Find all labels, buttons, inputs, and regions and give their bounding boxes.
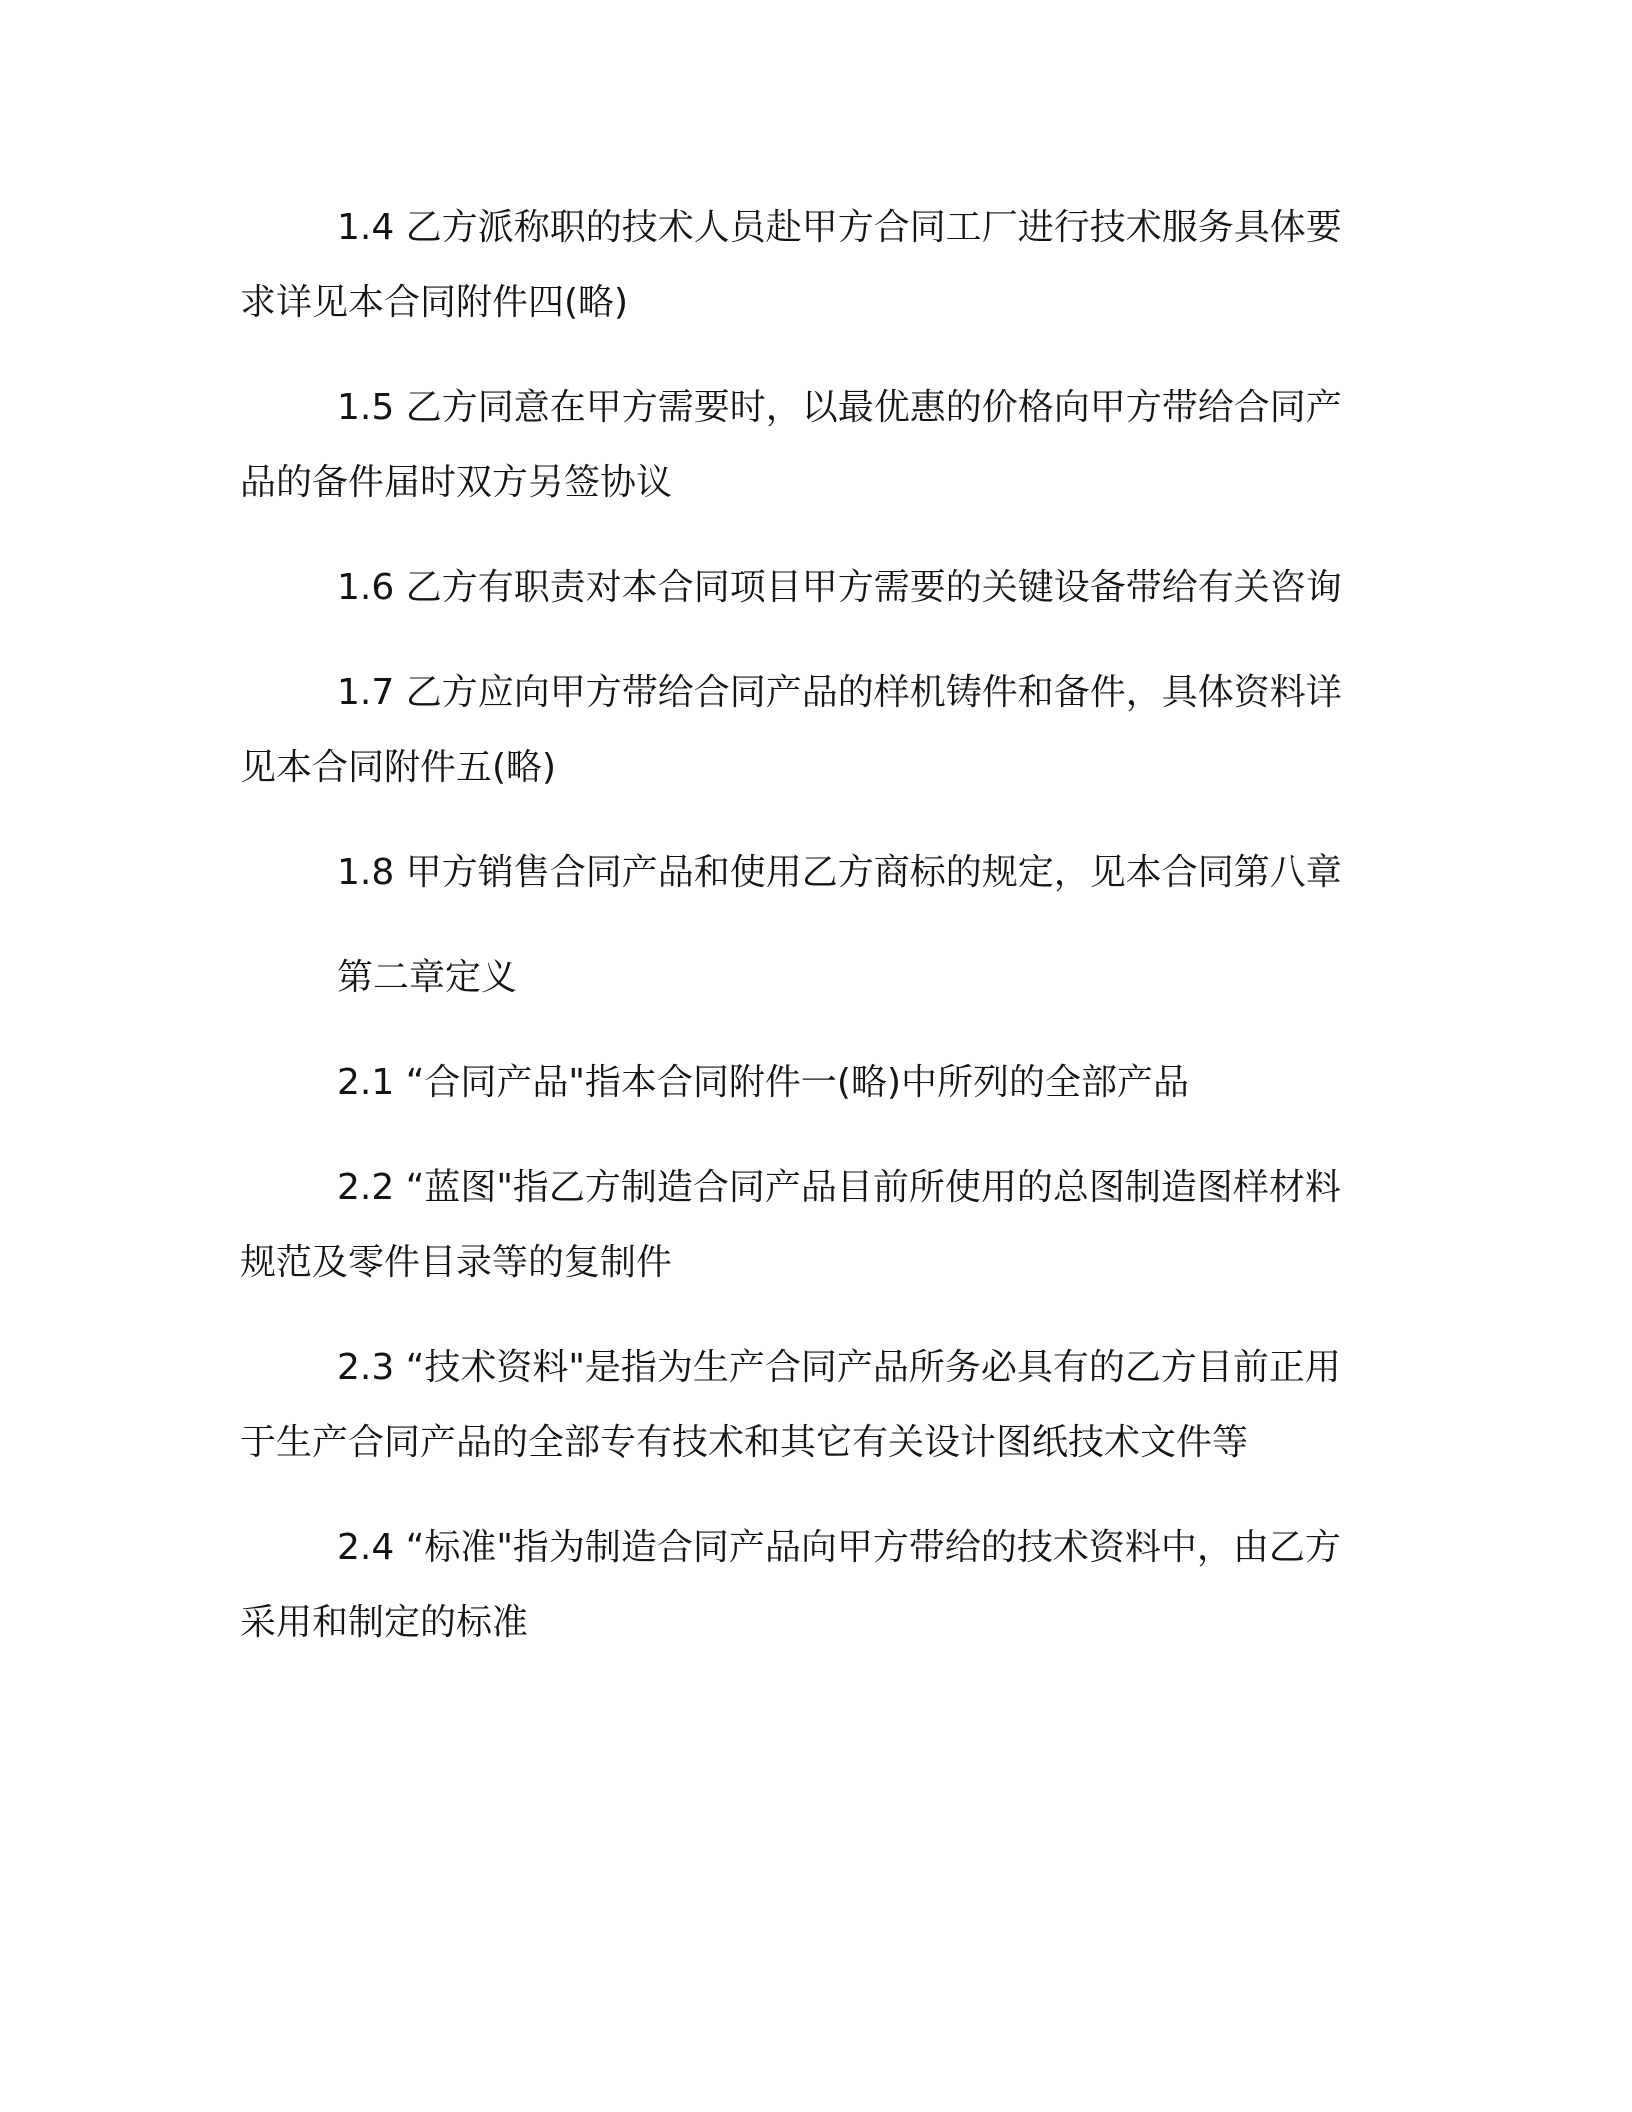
paragraph-2-3: 2.3 “技术资料"是指为生产合同产品所务必具有的乙方目前正用于生产合同产品的全部专有技术和其它有关设计图纸技术文件等 — [240, 1347, 1341, 1463]
paragraph-2-1: 2.1 “合同产品"指本合同附件一(略)中所列的全部产品 — [337, 1062, 1189, 1103]
paragraph-1-8: 1.8 甲方销售合同产品和使用乙方商标的规定，见本合同第八章 — [337, 852, 1342, 893]
paragraph-1-4: 1.4 乙方派称职的技术人员赴甲方合同工厂进行技术服务具体要求详见本合同附件四(略) — [240, 207, 1342, 323]
paragraph-2-2: 2.2 “蓝图"指乙方制造合同产品目前所使用的总图制造图样材料规范及零件目录等的复制件 — [240, 1167, 1341, 1283]
paragraph-1-7: 1.7 乙方应向甲方带给合同产品的样机铸件和备件，具体资料详见本合同附件五(略) — [240, 672, 1342, 788]
paragraph-1-6: 1.6 乙方有职责对本合同项目甲方需要的关键设备带给有关咨询 — [337, 567, 1342, 608]
document-page — [240, 190, 1370, 1690]
paragraph-2-4: 2.4 “标准"指为制造合同产品向甲方带给的技术资料中，由乙方采用和制定的标准 — [240, 1527, 1341, 1643]
paragraph-1-5: 1.5 乙方同意在甲方需要时，以最优惠的价格向甲方带给合同产品的备件届时双方另签协议 — [240, 387, 1342, 503]
chapter-heading: 第二章定义 — [337, 957, 518, 998]
